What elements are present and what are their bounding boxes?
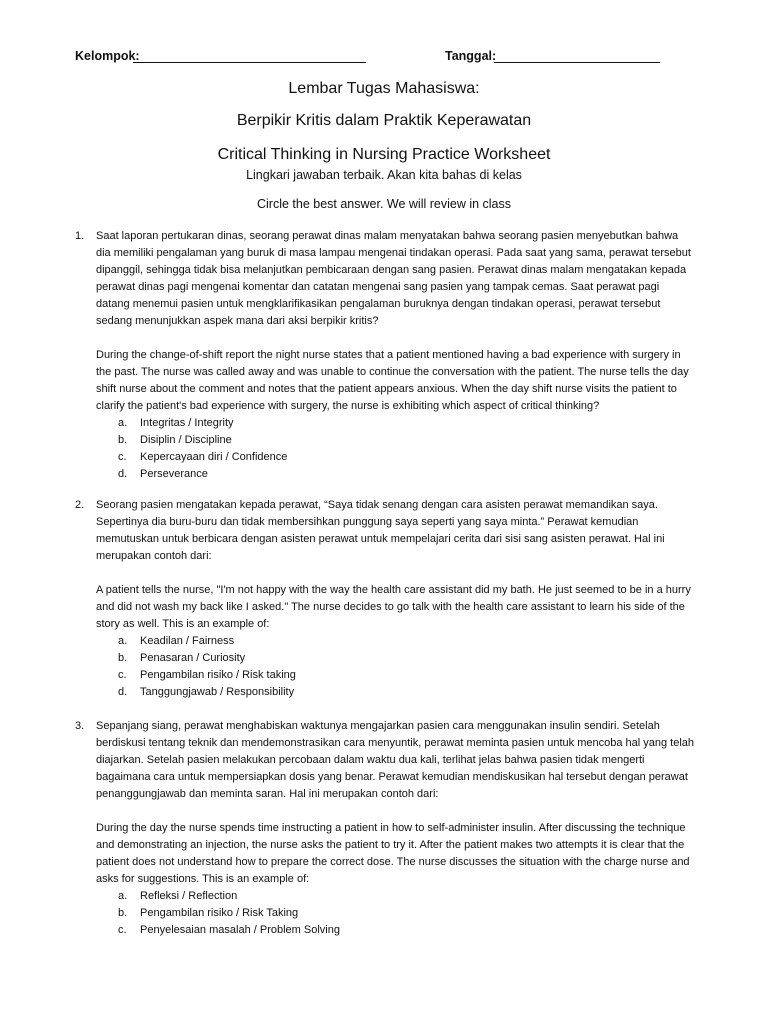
option-text: Penyelesaian masalah / Problem Solving — [140, 924, 340, 936]
title-indonesian-subject: Berpikir Kritis dalam Praktik Keperawatan — [236, 112, 532, 129]
question-text-english: A patient tells the nurse, "I'm not happy with the way the health care assistant did my bath. He just seemed to be in a hurry and did not wash my back like I asked." The nurse decides to go talk with the health care assistant to learn his side of the story as well. This is an example of: — [96, 584, 691, 630]
question-number: 3. — [75, 720, 85, 732]
header-row — [0, 47, 768, 67]
option-letter: c. — [118, 451, 127, 463]
instruction-indonesian: Lingkari jawaban terbaik. Akan kita bahas di kelas — [246, 168, 522, 182]
answer-options — [96, 415, 695, 483]
option-letter: c. — [118, 669, 127, 681]
answer-option-b[interactable] — [96, 432, 695, 449]
answer-option-b[interactable] — [96, 650, 695, 667]
tanggal-label: Tanggal: — [445, 49, 497, 63]
instruction-english: Circle the best answer. We will review in class — [256, 197, 512, 211]
answer-option-d[interactable] — [96, 684, 695, 701]
option-text: Refleksi / Reflection — [140, 890, 238, 902]
option-text: Perseverance — [140, 468, 208, 480]
kelompok-blank-line — [133, 62, 366, 63]
answer-option-a[interactable] — [96, 633, 695, 650]
option-text: Penasaran / Curiosity — [140, 652, 246, 664]
question-text-indonesian: Seorang pasien mengatakan kepada perawat, “Saya tidak senang dengan cara asisten perawat memandikan saya. Sepertinya dia buru-buru dan tidak membersihkan punggung saya seperti yang saya minta.” Perawat kemudian memutuskan untuk berbicara dengan asisten perawat untuk mempelajari cerita dari sisi sang asisten perawat. Hal ini merupakan contoh dari: — [96, 499, 665, 562]
question-1 — [75, 228, 695, 483]
question-text-english: During the change-of-shift report the night nurse states that a patient mentioned having a bad experience with surgery in the past. The nurse was called away and was unable to continue the conversation with the patient. The nurse tells the day shift nurse about the comment and notes that the patient appears anxious. When the day shift nurse visits the patient to clarify the patient's bad experience with surgery, the nurse is exhibiting which aspect of critical thinking? — [96, 349, 689, 412]
question-text-indonesian: Saat laporan pertukaran dinas, seorang perawat dinas malam menyatakan bahwa seorang pasien menyebutkan bahwa dia memiliki pengalaman yang buruk di masa lampau mengenai tindakan operasi. Pada saat yang sama, perawat tersebut dipanggil, sehingga tidak bisa melanjutkan pembicaraan dengan sang pasien. Perawat dinas malam mengatakan kepada perawat dinas pagi mengenai komentar dan catatan mengenai sang pasien yang tampak cemas. Saat perawat pagi datang menemui pasien untuk mengklarifikasikan pengalaman buruknya dengan tindakan operasi, perawat tersebut sedang menunjukkan aspek mana dari aksi berpikir kritis? — [96, 230, 691, 327]
question-number: 2. — [75, 499, 85, 511]
question-2 — [75, 497, 695, 701]
option-letter: b. — [118, 652, 128, 664]
title-indonesian-heading: Lembar Tugas Mahasiswa: — [288, 80, 480, 97]
option-letter: d. — [118, 468, 128, 480]
option-text: Disiplin / Discipline — [140, 434, 232, 446]
option-letter: d. — [118, 686, 128, 698]
answer-option-c[interactable] — [96, 922, 695, 939]
answer-options — [96, 888, 695, 939]
question-number: 1. — [75, 230, 85, 242]
answer-option-c[interactable] — [96, 449, 695, 466]
option-text: Kepercayaan diri / Confidence — [140, 451, 288, 463]
option-text: Keadilan / Fairness — [140, 635, 235, 647]
answer-option-d[interactable] — [96, 466, 695, 483]
option-letter: a. — [118, 890, 128, 902]
answer-option-a[interactable] — [96, 415, 695, 432]
option-text: Pengambilan risiko / Risk Taking — [140, 907, 299, 919]
tanggal-blank-line — [494, 62, 660, 63]
option-letter: a. — [118, 417, 128, 429]
question-text-english: During the day the nurse spends time instructing a patient in how to self-administer insulin. After discussing the technique and demonstrating an injection, the nurse asks the patient to try it. After the patient makes two attempts it is clear that the patient does not understand how to prepare the correct dose. The nurse discusses the situation with the charge nurse and asks for suggestions. This is an example of: — [96, 822, 690, 885]
question-3 — [75, 718, 695, 939]
title-english: Critical Thinking in Nursing Practice Worksheet — [217, 146, 551, 163]
option-letter: a. — [118, 635, 128, 647]
option-text: Pengambilan risiko / Risk taking — [140, 669, 296, 681]
option-letter: b. — [118, 434, 128, 446]
option-text: Tanggungjawab / Responsibility — [140, 686, 295, 698]
kelompok-label: Kelompok: — [75, 49, 140, 63]
answer-option-a[interactable] — [96, 888, 695, 905]
question-text-indonesian: Sepanjang siang, perawat menghabiskan waktunya mengajarkan pasien cara menggunakan insulin sendiri. Setelah berdiskusi tentang teknik dan mendemonstrasikan cara menyuntik, perawat meminta pasien untuk mencoba hal yang telah diajarkan. Setelah pasien melakukan percobaan dalam waktu dua kali, terlihat jelas bahwa pasien tidak mengerti bagaimana cara untuk mempersiapkan dosis yang benar. Perawat kemudian mendiskusikan hal tersebut dengan perawat penanggungjawab dan meminta saran. Hal ini merupakan contoh dari: — [96, 720, 695, 800]
answer-option-c[interactable] — [96, 667, 695, 684]
option-letter: b. — [118, 907, 128, 919]
answer-options — [96, 633, 695, 701]
option-letter: c. — [118, 924, 127, 936]
answer-option-b[interactable] — [96, 905, 695, 922]
option-text: Integritas / Integrity — [140, 417, 234, 429]
